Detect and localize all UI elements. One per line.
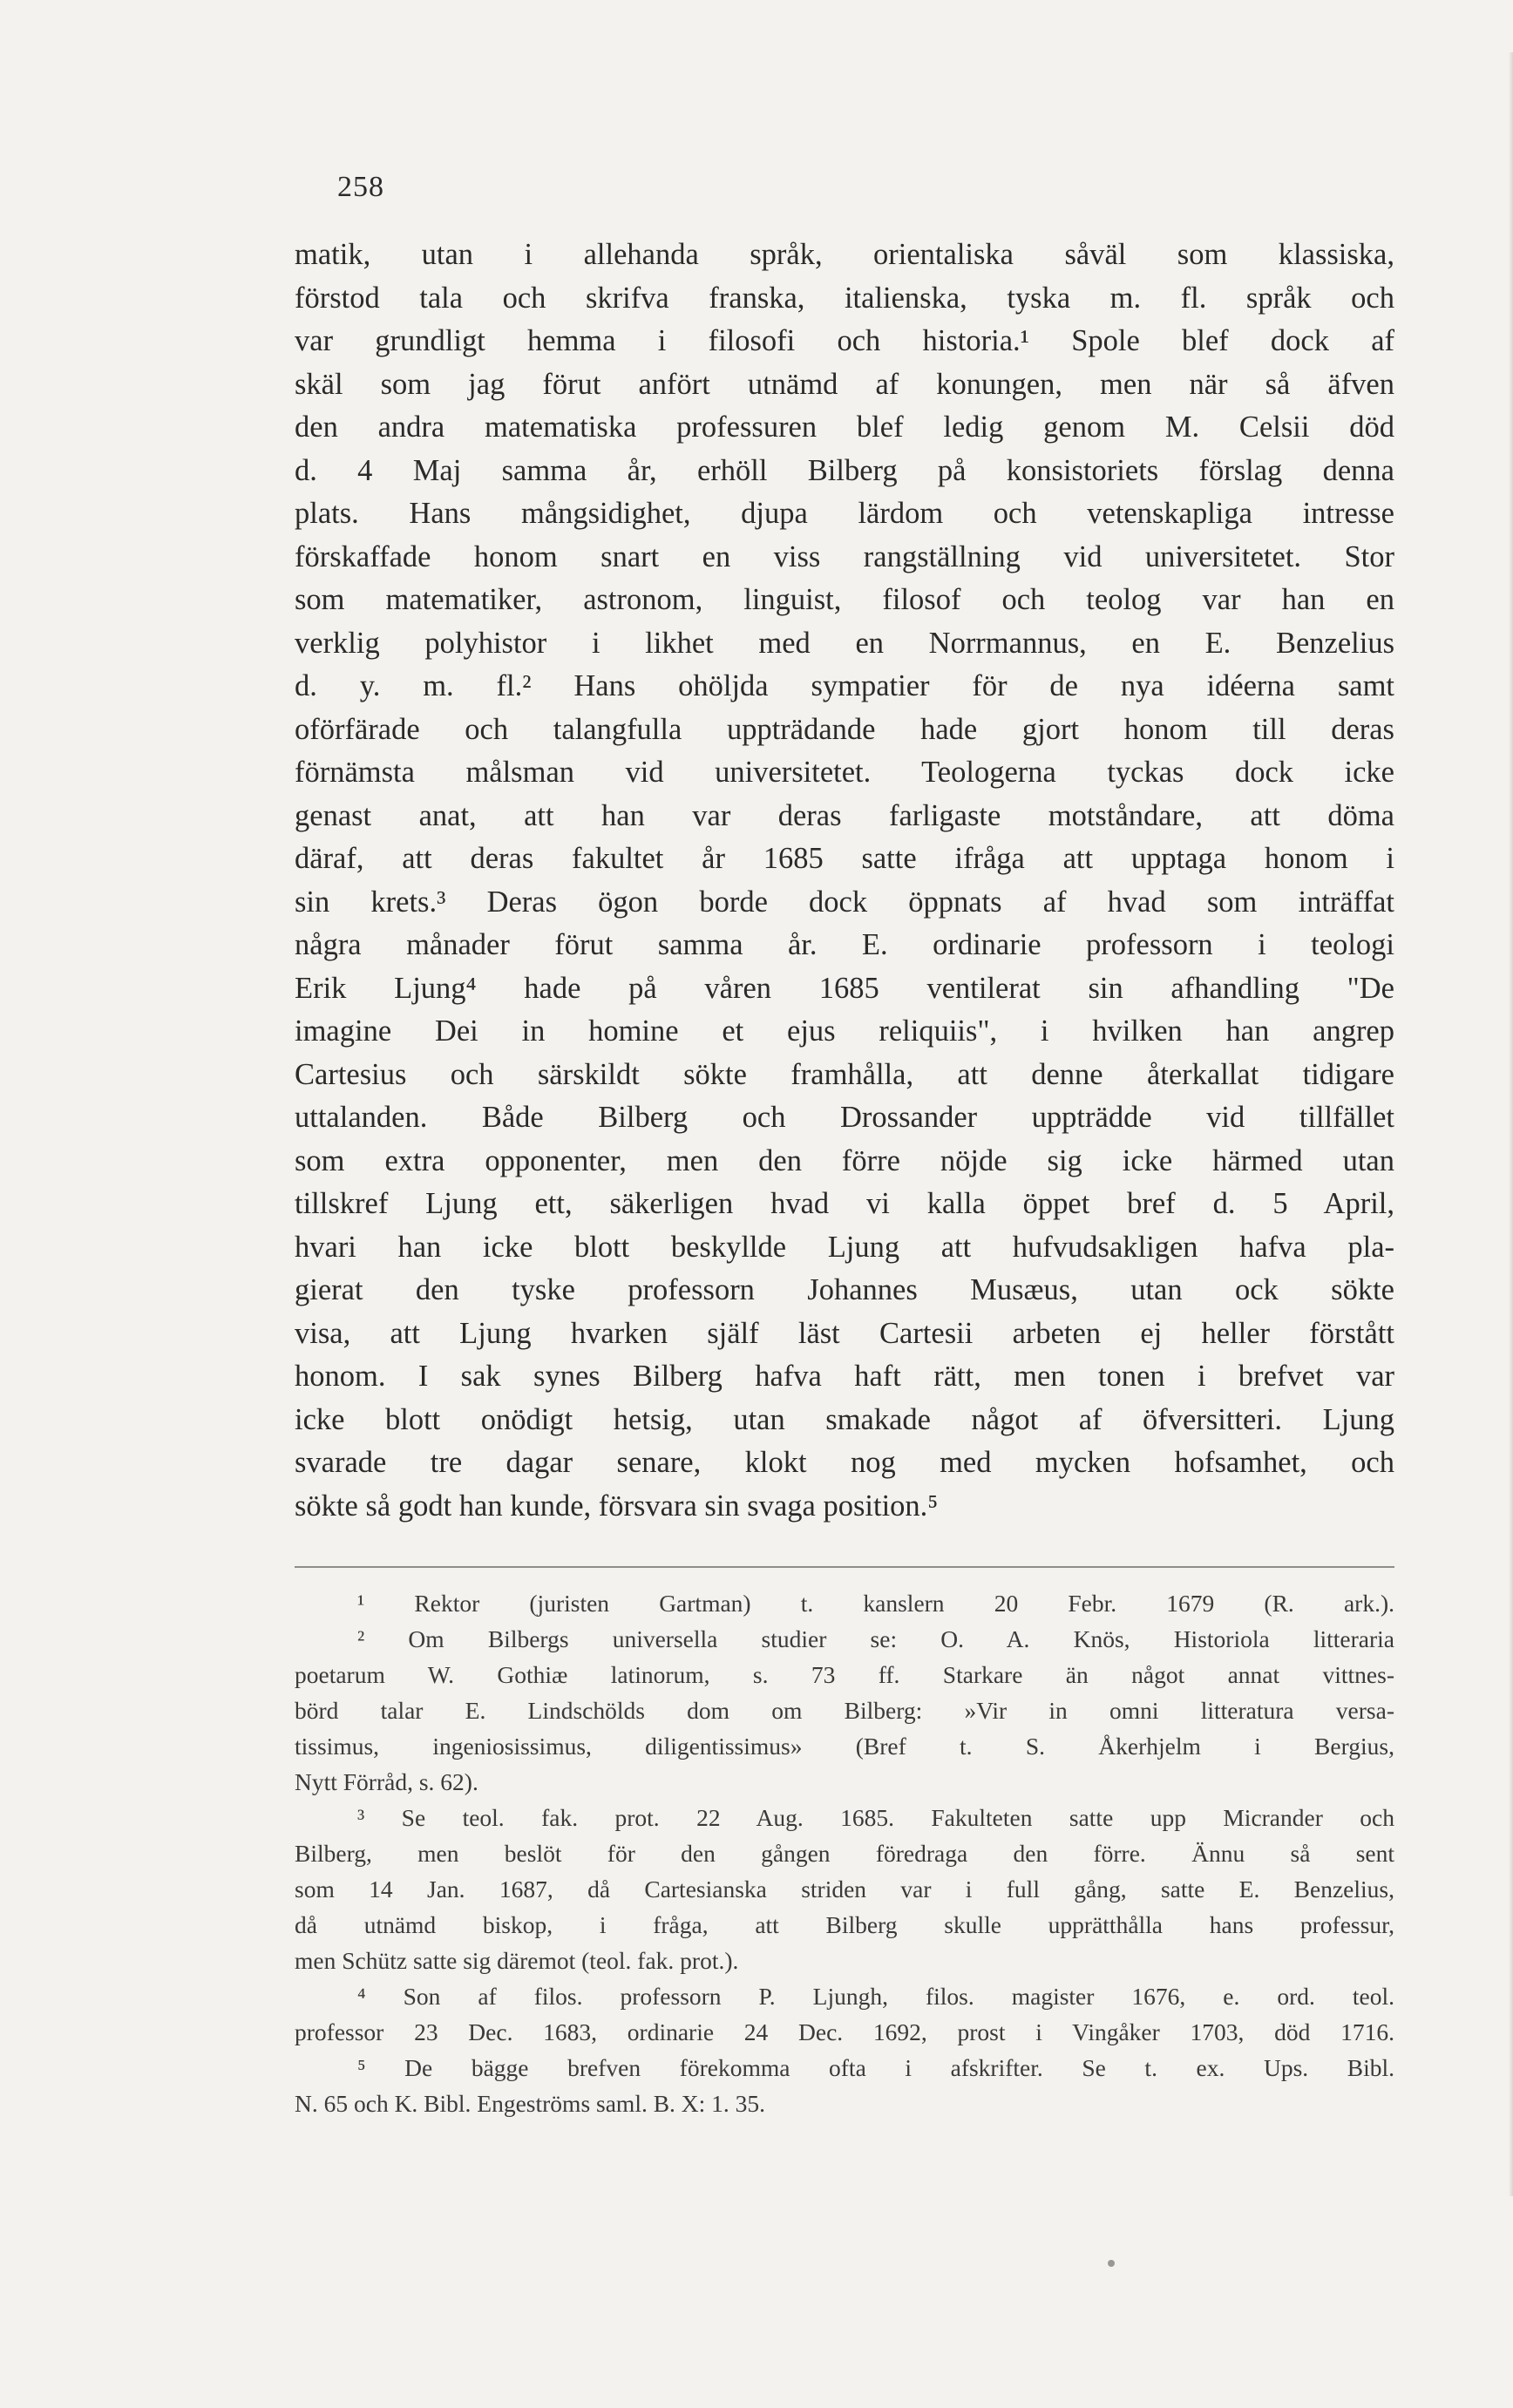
text-line: icke blott onödigt hetsig, utan smakade något af öfversitteri. Ljung (295, 1402, 1394, 1436)
text-line: var grundligt hemma i filosofi och historia.¹ Spole blef dock af (295, 324, 1394, 357)
text-line: Cartesius och särskildt sökte framhålla, att denne återkallat tidigare (295, 1057, 1394, 1091)
footnote-divider (295, 1566, 1394, 1568)
text-line: plats. Hans mångsidighet, djupa lärdom och vetenskapliga intresse (295, 497, 1394, 530)
text-line: förstod tala och skrifva franska, italienska, tyska m. fl. språk och (295, 281, 1394, 315)
text-line: den andra matematiska professuren blef ledig genom M. Celsii död (295, 410, 1394, 444)
text-line: oförfärade och talangfulla uppträdande hade gjort honom till deras (295, 712, 1394, 746)
footnote-line: men Schütz satte sig däremot (teol. fak. prot.). (295, 1947, 739, 1974)
text-line: d. 4 Maj samma år, erhöll Bilberg på konsistoriets förslag denna (295, 453, 1394, 487)
text-line: d. y. m. fl.² Hans ohöljda sympatier för de nya idéerna samt (295, 669, 1394, 702)
text-line: svarade tre dagar senare, klokt nog med mycken hofsamhet, och (295, 1446, 1394, 1479)
text-line: som matematiker, astronom, linguist, filosof och teolog var han en (295, 583, 1394, 616)
text-line: hvari han icke blott beskyllde Ljung att hufvudsakligen hafva pla- (295, 1230, 1394, 1264)
text-line: några månader förut samma år. E. ordinarie professorn i teologi (295, 928, 1394, 961)
footnote-line: då utnämd biskop, i fråga, att Bilberg skulle upprätthålla hans professur, (295, 1911, 1394, 1938)
footnote-line: Nytt Förråd, s. 62). (295, 1768, 478, 1795)
footnote-line: tissimus, ingeniosissimus, diligentissimus» (Bref t. S. Åkerhjelm i Bergius, (295, 1733, 1394, 1760)
text-line: matik, utan i allehanda språk, orientaliska såväl som klassiska, (295, 238, 1394, 271)
text-line: förskaffade honom snart en viss rangställning vid universitetet. Stor (295, 539, 1394, 573)
footnote-line: ² Om Bilbergs universella studier se: O. A. Knös, Historiola litteraria (357, 1625, 1394, 1652)
text-line: uttalanden. Både Bilberg och Drossander uppträdde vid tillfället (295, 1101, 1394, 1134)
footnote-line: som 14 Jan. 1687, då Cartesianska striden var i full gång, satte E. Benzelius, (295, 1876, 1394, 1903)
text-line: däraf, att deras fakultet år 1685 satte ifråga att upptaga honom i (295, 842, 1394, 875)
footnote-line: N. 65 och K. Bibl. Engeströms saml. B. X: 1. 35. (295, 2090, 766, 2117)
text-line: gierat den tyske professorn Johannes Musæus, utan ock sökte (295, 1273, 1394, 1306)
text-line: Erik Ljung⁴ hade på våren 1685 ventilerat sin afhandling "De (295, 971, 1394, 1005)
footnote-line: poetarum W. Gothiæ latinorum, s. 73 ff. Starkare än något annat vittnes- (295, 1661, 1394, 1688)
footnote-line: ⁴ Son af filos. professorn P. Ljungh, filos. magister 1676, e. ord. teol. (357, 1983, 1394, 2010)
page-number: 258 (337, 171, 384, 203)
text-line: förnämsta målsman vid universitetet. Teologerna tyckas dock icke (295, 756, 1394, 789)
footnote-line: professor 23 Dec. 1683, ordinarie 24 Dec. 1692, prost i Vingåker 1703, död 1716. (295, 2018, 1394, 2045)
footnotes (295, 1585, 1394, 2121)
footnote-line: ¹ Rektor (juristen Gartman) t. kanslern 20 Febr. 1679 (R. ark.). (357, 1590, 1394, 1617)
main-text (295, 234, 1394, 1528)
footnote-line: ³ Se teol. fak. prot. 22 Aug. 1685. Fakulteten satte upp Micrander och (357, 1804, 1394, 1831)
footnote-line: ⁵ De bägge brefven förekomma ofta i afskrifter. Se t. ex. Ups. Bibl. (357, 2054, 1394, 2081)
text-line: sökte så godt han kunde, försvara sin svaga position.⁵ (295, 1489, 939, 1523)
text-line: imagine Dei in homine et ejus reliquiis", i hvilken han angrep (295, 1014, 1394, 1048)
text-line: honom. I sak synes Bilberg hafva haft rätt, men tonen i brefvet var (295, 1360, 1394, 1393)
text-line: som extra opponenter, men den förre nöjde sig icke härmed utan (295, 1143, 1394, 1177)
text-line: skäl som jag förut anfört utnämd af konungen, men när så äfven (295, 367, 1394, 401)
text-line: visa, att Ljung hvarken själf läst Cartesii arbeten ej heller förstått (295, 1316, 1394, 1350)
footnote-line: Bilberg, men beslöt för den gången föredraga den förre. Ännu så sent (295, 1840, 1394, 1867)
text-line: verklig polyhistor i likhet med en Norrmannus, en E. Benzelius (295, 626, 1394, 660)
footnote-line: börd talar E. Lindschölds dom om Bilberg: »Vir in omni litteratura versa- (295, 1697, 1394, 1724)
page-edge-shadow (1509, 52, 1513, 2196)
text-line: sin krets.³ Deras ögon borde dock öppnats af hvad som inträffat (295, 885, 1394, 919)
ink-speck (1108, 2260, 1115, 2267)
text-line: genast anat, att han var deras farligaste motståndare, att döma (295, 798, 1394, 832)
text-line: tillskref Ljung ett, säkerligen hvad vi kalla öppet bref d. 5 April, (295, 1187, 1394, 1220)
